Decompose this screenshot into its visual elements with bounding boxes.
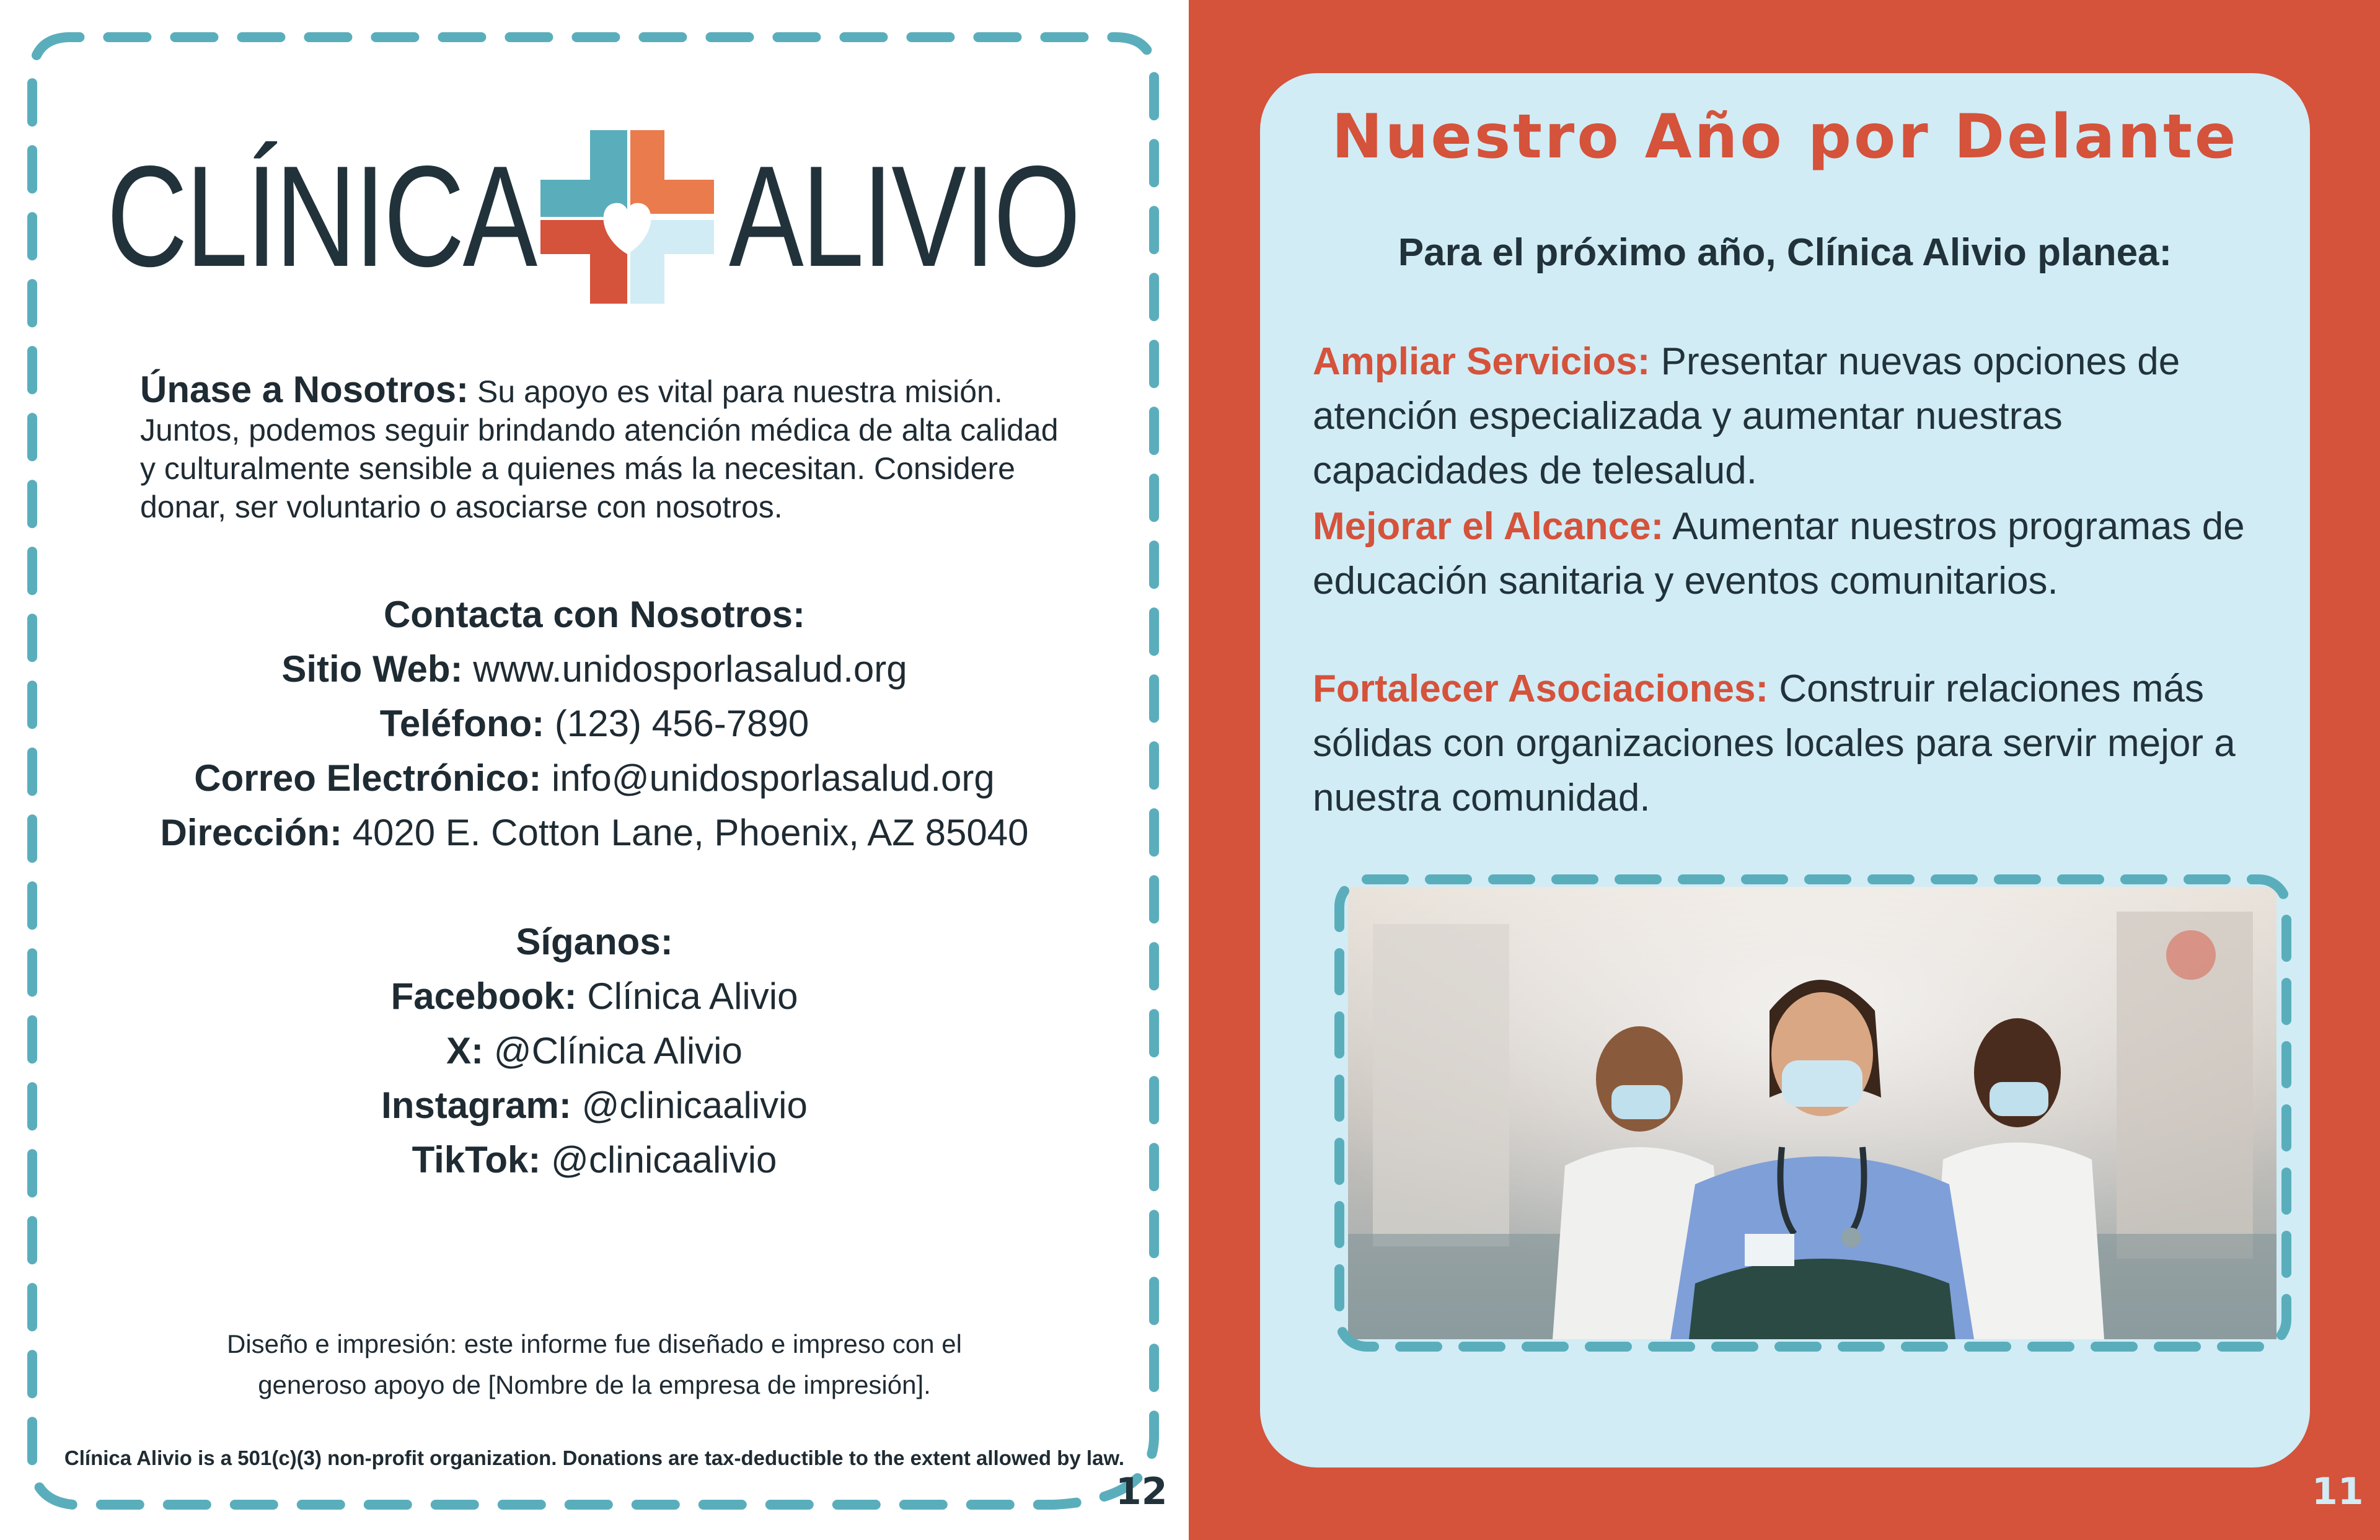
contact-website: Sitio Web: www.unidosporlasalud.org [281,648,907,690]
follow-heading: Síganos: [516,921,673,962]
logo-word-alivio: ALIVIO [729,136,1079,297]
follow-section [0,915,1189,1187]
print-credit [0,1324,1189,1406]
page-headline: Nuestro Año por Delante [1331,102,2239,172]
join-text-rest: Juntos, podemos seguir brindando atención médica de alta calidad y culturalmente sensible a quienes más la necesitan. Considere donar, ser voluntario o asociarse con nosotros. [140,413,1059,524]
plan-item-partnerships: Fortalecer Asociaciones: Construir relaciones más sólidas con organizaciones locales para servir mejor a nuestra comunidad. [1313,667,2236,819]
print-credit-line-2: generoso apoyo de [Nombre de la empresa de impresión]. [258,1370,931,1399]
contact-address: Dirección: 4020 E. Cotton Lane, Phoenix, AZ 85040 [160,812,1029,853]
join-label: Únase a Nosotros: [140,369,469,410]
logo-word-clinica: CLÍNICA [107,136,536,297]
plan-item-services: Ampliar Servicios: Presentar nuevas opciones de atención especializada y aumentar nuestras capacidades de telesalud. [1313,340,2180,492]
page-number-right: 11 [2312,1470,2364,1513]
contact-phone: Teléfono: (123) 456-7890 [379,703,809,744]
follow-instagram: Instagram: @clinicaalivio [381,1085,808,1126]
plan-item-outreach: Mejorar el Alcance: Aumentar nuestros programas de educación sanitaria y eventos comunitarios. [1313,505,2245,602]
cross-heart-logo-icon [540,130,714,304]
join-us-paragraph [140,371,1082,526]
follow-x: X: @Clínica Alivio [446,1030,743,1071]
follow-facebook: Facebook: Clínica Alivio [390,975,798,1017]
clinic-logo [107,130,1079,304]
follow-tiktok: TikTok: @clinicaalivio [412,1139,777,1181]
health-workers-photo-frame [1329,869,2296,1357]
photo-dashed-border [1329,869,2296,1357]
nonprofit-notice: Clínica Alivio is a 501(c)(3) non-profit organization. Donations are tax-deductible to the extent allowed by law. [64,1446,1125,1469]
contact-email: Correo Electrónico: info@unidosporlasalud.org [194,757,995,799]
join-text-first: Su apoyo es vital para nuestra misión. [469,374,1003,409]
page-number-left: 12 [1116,1470,1168,1513]
print-credit-line-1: Diseño e impresión: este informe fue diseñado e impreso con el [227,1329,962,1358]
plans-intro: Para el próximo año, Clínica Alivio planea: [1398,231,2172,274]
contact-heading: Contacta con Nosotros: [383,594,806,635]
contact-section [0,587,1189,860]
left-page [0,0,1189,1540]
right-page [1189,0,2380,1540]
